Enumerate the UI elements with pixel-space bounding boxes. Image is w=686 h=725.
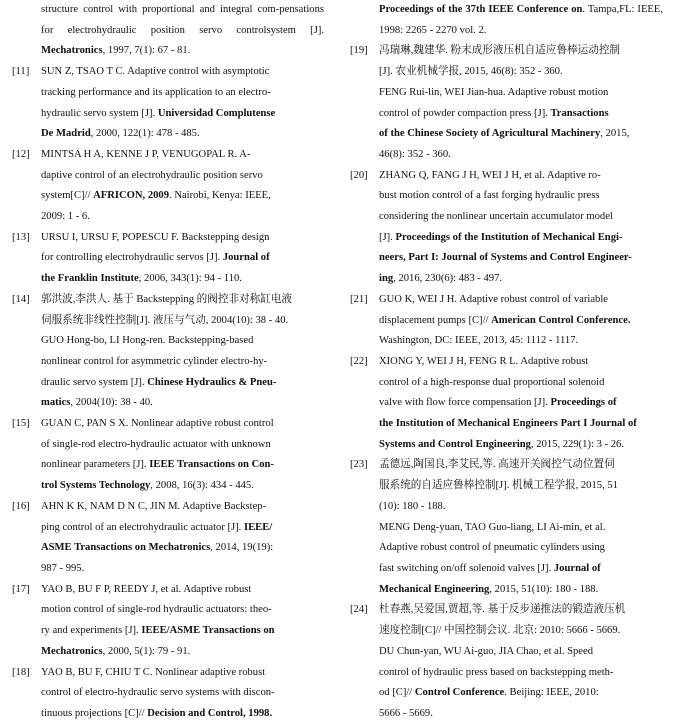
reference-text: , 2000, 122(1): 478 - 485. [90, 128, 200, 140]
reference-entry [12, 663, 324, 725]
reference-line [379, 538, 663, 559]
reference-source-bold: Journal of [553, 562, 601, 574]
reference-source-bold: Decision and Control, 1998. [147, 707, 273, 719]
reference-entry [350, 290, 663, 352]
reference-line [379, 145, 663, 166]
reference-entry [12, 145, 324, 228]
reference-text: 冯瑞琳,魏建华. 粉末成形液压机自适应鲁棒运动控制 [379, 45, 621, 57]
reference-entry [350, 455, 663, 600]
reference-line [41, 269, 324, 290]
reference-line [379, 269, 663, 290]
reference-line [379, 580, 663, 601]
reference-text: GUO Hong-bo, LI Hong-ren. Backstepping-based [41, 335, 254, 347]
reference-text: , 2004(10): 38 - 40. [70, 397, 153, 409]
reference-text: . Nairobi, Kenya: IEEE, [169, 190, 271, 202]
reference-source-bold: matics [41, 397, 71, 409]
reference-line [379, 124, 663, 145]
reference-text: , 2014, 19(19): [210, 542, 274, 554]
reference-line [379, 559, 663, 580]
reference-entry [12, 290, 324, 414]
reference-line [379, 290, 663, 311]
reference-text: od [C]// [379, 687, 415, 699]
reference-text: daptive control of an electrohydraulic position servo [41, 169, 263, 181]
reference-source-bold: Proceedings of [550, 397, 617, 409]
reference-text: GUAN C, PAN S X. Nonlinear adaptive robust control [41, 418, 274, 430]
reference-text: YAO B, BU F P, REEDY J, et al. Adaptive robust [41, 583, 252, 595]
reference-line [41, 352, 324, 373]
reference-text: 2009: 1 - 6. [41, 211, 90, 223]
reference-source-bold: of the Chinese Society of Agricultural Machinery [379, 128, 601, 140]
reference-line [379, 248, 663, 269]
reference-text: bust motion control of a fast forging hydraulic press [379, 190, 600, 202]
left-column [12, 0, 324, 725]
reference-text: , 2016, 230(6): 483 - 497. [393, 273, 503, 285]
reference-source-bold: Systems and Control Engineering [379, 438, 531, 450]
reference-text: , 2015, [600, 128, 630, 140]
reference-line [379, 352, 663, 373]
reference-entry [350, 41, 663, 165]
reference-line [379, 497, 663, 518]
reference-number: [20] [350, 169, 368, 181]
reference-source-bold: IEEE/ASME Transactions on [141, 625, 275, 637]
reference-text: FENG Rui-lin, WEI Jian-hua. Adaptive robust motion [379, 86, 609, 98]
reference-text: valve with flow force compensation [J]. [379, 397, 551, 409]
reference-text: GUO K, WEI J H. Adaptive robust control of variable [379, 293, 608, 305]
reference-line [41, 476, 324, 497]
reference-text: tinuous projections [C]// [41, 707, 148, 719]
reference-source-bold: trol Systems Technology [41, 480, 151, 492]
reference-line [379, 414, 663, 435]
reference-text: , 2006, 343(1): 94 - 110. [138, 273, 242, 285]
reference-line [41, 580, 324, 601]
reference-line [379, 373, 663, 394]
reference-number: [12] [12, 148, 30, 160]
reference-line [41, 4, 279, 15]
reference-text: SUN Z, TSAO T C. Adaptive control with asymptotic [41, 66, 270, 78]
reference-continuation [12, 0, 324, 62]
reference-number: [15] [12, 418, 30, 430]
reference-line [41, 621, 324, 642]
reference-line [379, 41, 663, 62]
reference-text: , 2000, 5(1): 79 - 91. [102, 645, 191, 657]
reference-line [379, 228, 663, 249]
reference-text: 杜春燕,吴爱国,贾超,等. 基于反步递推法的锻造液压机 [379, 604, 626, 616]
reference-entry [12, 228, 324, 290]
reference-line [379, 62, 663, 83]
reference-text: 速度控制[C]// 中国控制会议. 北京: 2010: 5666 - 5669. [379, 625, 621, 637]
reference-text: (10): 180 - 188. [379, 500, 446, 512]
reference-source-bold: AFRICON, 2009 [93, 190, 170, 202]
reference-text: , 2008, 16(3): 434 - 445. [150, 480, 254, 492]
reference-source-bold: Transactions [550, 107, 609, 119]
reference-line [41, 435, 324, 456]
reference-line [379, 331, 663, 352]
reference-number: [14] [12, 293, 30, 305]
reference-text: draulic servo system [J]. [41, 376, 148, 388]
reference-source-bold: IEEE/ [243, 521, 273, 533]
reference-text: AHN K K, NAM D N C, JIN M. Adaptive Backstep- [41, 500, 267, 512]
reference-line [41, 207, 324, 228]
reference-source-bold: Mechanical Engineering [379, 583, 490, 595]
reference-line [41, 290, 324, 311]
reference-line [379, 393, 663, 414]
reference-line [41, 83, 324, 104]
reference-line [41, 373, 324, 394]
reference-source-bold: Journal of [222, 252, 270, 264]
reference-source-bold: ing [379, 273, 394, 285]
reference-text: motion control of single-rod hydraulic actuators: theo- [41, 604, 272, 616]
reference-text: pensations for electrohydraulic position servo control [41, 4, 324, 36]
reference-text: YAO B, BU F, CHIU T C. Nonlinear adaptive robust [41, 666, 266, 678]
reference-line [41, 124, 324, 145]
reference-number: [11] [12, 66, 30, 78]
reference-entry [12, 414, 324, 497]
reference-text: Washington, DC: IEEE, 2013, 45: 1112 - 1117. [379, 335, 579, 347]
reference-text: control of a high-response dual proportional solenoid [379, 376, 605, 388]
reference-number: [16] [12, 500, 30, 512]
reference-source-bold: Control Conference [414, 687, 505, 699]
reference-source-bold: American Control Conference. [491, 314, 631, 326]
reference-line [379, 4, 619, 15]
reference-text: control of electro-hydraulic servo systems with discon- [41, 687, 275, 699]
reference-source-bold: ASME Transactions on Mechatronics [41, 542, 211, 554]
reference-text: MINTSA H A, KENNE J P, VENUGOPAL R. A- [41, 148, 251, 160]
reference-number: [24] [350, 604, 368, 616]
reference-source-bold: the Franklin Institute [41, 273, 139, 285]
reference-line [41, 393, 324, 414]
reference-line [41, 518, 324, 539]
reference-entry [12, 497, 324, 580]
reference-text: control of hydraulic press based on backstepping meth- [379, 666, 614, 678]
reference-line [379, 83, 663, 104]
reference-line [379, 104, 663, 125]
reference-line [41, 186, 324, 207]
reference-line [379, 663, 663, 684]
reference-line [41, 414, 324, 435]
reference-text: Adaptive robust control of pneumatic cylinders using [379, 542, 605, 554]
reference-text: nonlinear control for asymmetric cylinder electro-hy- [41, 355, 268, 367]
reference-source-bold: Mechatronics [41, 45, 103, 57]
reference-line [379, 642, 663, 663]
reference-text: structure control with proportional and integral com- [41, 4, 280, 15]
reference-text: 服系统的自适应鲁棒控制[J]. 机械工程学报, 2015, 51 [379, 480, 618, 492]
reference-text: [J]. [379, 231, 396, 243]
right-column [350, 0, 663, 725]
reference-line [379, 600, 663, 621]
reference-line [41, 704, 324, 725]
reference-entry [12, 62, 324, 145]
reference-source-bold: Proceedings of the Institution of Mechanical Engi- [395, 231, 623, 243]
reference-source-bold: Chinese Hydraulics & Pneu- [147, 376, 277, 388]
reference-text: ZHANG Q, FANG J H, WEI J H, et al. Adaptive ro- [379, 169, 601, 181]
reference-text: 5666 - 5669. [379, 707, 433, 719]
reference-entry [12, 580, 324, 663]
reference-continuation [350, 0, 663, 41]
reference-entry [350, 600, 663, 724]
reference-source-bold: IEEE Transactions on Con- [149, 459, 274, 471]
reference-text: ry and experiments [J]. [41, 625, 142, 637]
reference-text: 987 - 995. [41, 562, 85, 574]
reference-number: [18] [12, 666, 30, 678]
reference-text: ping control of an electrohydraulic actuator [J]. [41, 521, 244, 533]
reference-line [379, 621, 663, 642]
reference-source-bold: the Institution of Mechanical Engineers Part I Journal of [379, 418, 637, 430]
reference-line [379, 166, 663, 187]
reference-source-bold: Mechatronics [41, 645, 103, 657]
reference-text: 46(8): 352 - 360. [379, 148, 451, 160]
reference-text: system[C]// [41, 190, 94, 202]
reference-number: [23] [350, 459, 368, 471]
reference-text: 孟德远,陶国良,李艾民,等. 高速开关阀控气动位置伺 [379, 459, 615, 471]
reference-text: of single-rod electro-hydraulic actuator with unknown [41, 438, 271, 450]
reference-text: hydraulic servo system [J]. [41, 107, 158, 119]
reference-source-bold: neers, Part I: Journal of Systems and Control Engineer- [379, 252, 632, 264]
reference-number: [19] [350, 45, 368, 57]
reference-line [41, 331, 324, 352]
reference-entry [350, 352, 663, 456]
reference-text: XIONG Y, WEI J H, FENG R L. Adaptive robust [379, 355, 589, 367]
reference-line [41, 455, 324, 476]
reference-line [41, 145, 324, 166]
reference-text: 伺服系统非线性控制[J]. 液压与气动, 2004(10): 38 - 40. [41, 314, 289, 326]
reference-line [379, 186, 663, 207]
reference-text: URSU I, URSU F, POPESCU F. Backstepping design [41, 231, 270, 243]
reference-text: . Beijing: IEEE, 2010: [504, 687, 599, 699]
reference-text: DU Chun-yan, WU Ai-guo, JIA Chao, et al. Speed [379, 645, 594, 657]
reference-source-bold: Proceedings of the 37th IEEE Conference on [379, 4, 583, 15]
reference-line [41, 228, 324, 249]
reference-line [41, 497, 324, 518]
reference-source-bold: De Madrid [41, 128, 91, 140]
reference-entry [350, 166, 663, 290]
reference-text: considering the nonlinear uncertain accumulator model [379, 211, 613, 223]
reference-text: tracking performance and its application to an electro- [41, 86, 271, 98]
reference-number: [13] [12, 231, 30, 243]
reference-text: , 1997, 7(1): 67 - 81. [102, 45, 191, 57]
reference-text: MENG Deng-yuan, TAO Guo-liang, LI Ai-min, et al. [379, 521, 606, 533]
reference-number: [21] [350, 293, 368, 305]
reference-line [41, 166, 324, 187]
reference-text: fast switching on/off solenoid valves [J]. [379, 562, 554, 574]
reference-text: nonlinear parameters [J]. [41, 459, 150, 471]
reference-line [41, 683, 324, 704]
reference-text: 郭洪波,李洪人. 基于 Backstepping 的阀控非对称缸电液 [41, 293, 292, 305]
reference-line [41, 62, 324, 83]
reference-line [41, 538, 324, 559]
reference-line [379, 455, 663, 476]
reference-text: . Tampa, [582, 4, 620, 15]
reference-line [379, 435, 663, 456]
reference-text: control of powder compaction press [J]. [379, 107, 551, 119]
reference-line [379, 683, 663, 704]
reference-text: , 2015, 229(1): 3 - 26. [530, 438, 624, 450]
reference-text: displacement pumps [C]// [379, 314, 492, 326]
reference-line [41, 663, 324, 684]
reference-line [41, 559, 324, 580]
reference-line [41, 600, 324, 621]
reference-number: [17] [12, 583, 30, 595]
reference-text: FL: IEEE, 1998: 2265 - 2270 vol. 2. [379, 4, 664, 36]
reference-line [41, 311, 324, 332]
reference-line [379, 476, 663, 497]
reference-line [379, 311, 663, 332]
reference-line [41, 642, 324, 663]
reference-text: [J]. 农业机械学报, 2015, 46(8): 352 - 360. [379, 66, 563, 78]
reference-line [379, 704, 663, 725]
reference-line [41, 248, 324, 269]
reference-text: , 2015, 51(10): 180 - 188. [489, 583, 599, 595]
reference-source-bold: Universidad Complutense [157, 107, 276, 119]
reference-text: system [J]. [266, 24, 324, 36]
reference-line [41, 104, 324, 125]
reference-line [379, 207, 663, 228]
reference-line [379, 518, 663, 539]
reference-number: [22] [350, 355, 368, 367]
reference-text: for controlling electrohydraulic servos [J]. [41, 252, 223, 264]
